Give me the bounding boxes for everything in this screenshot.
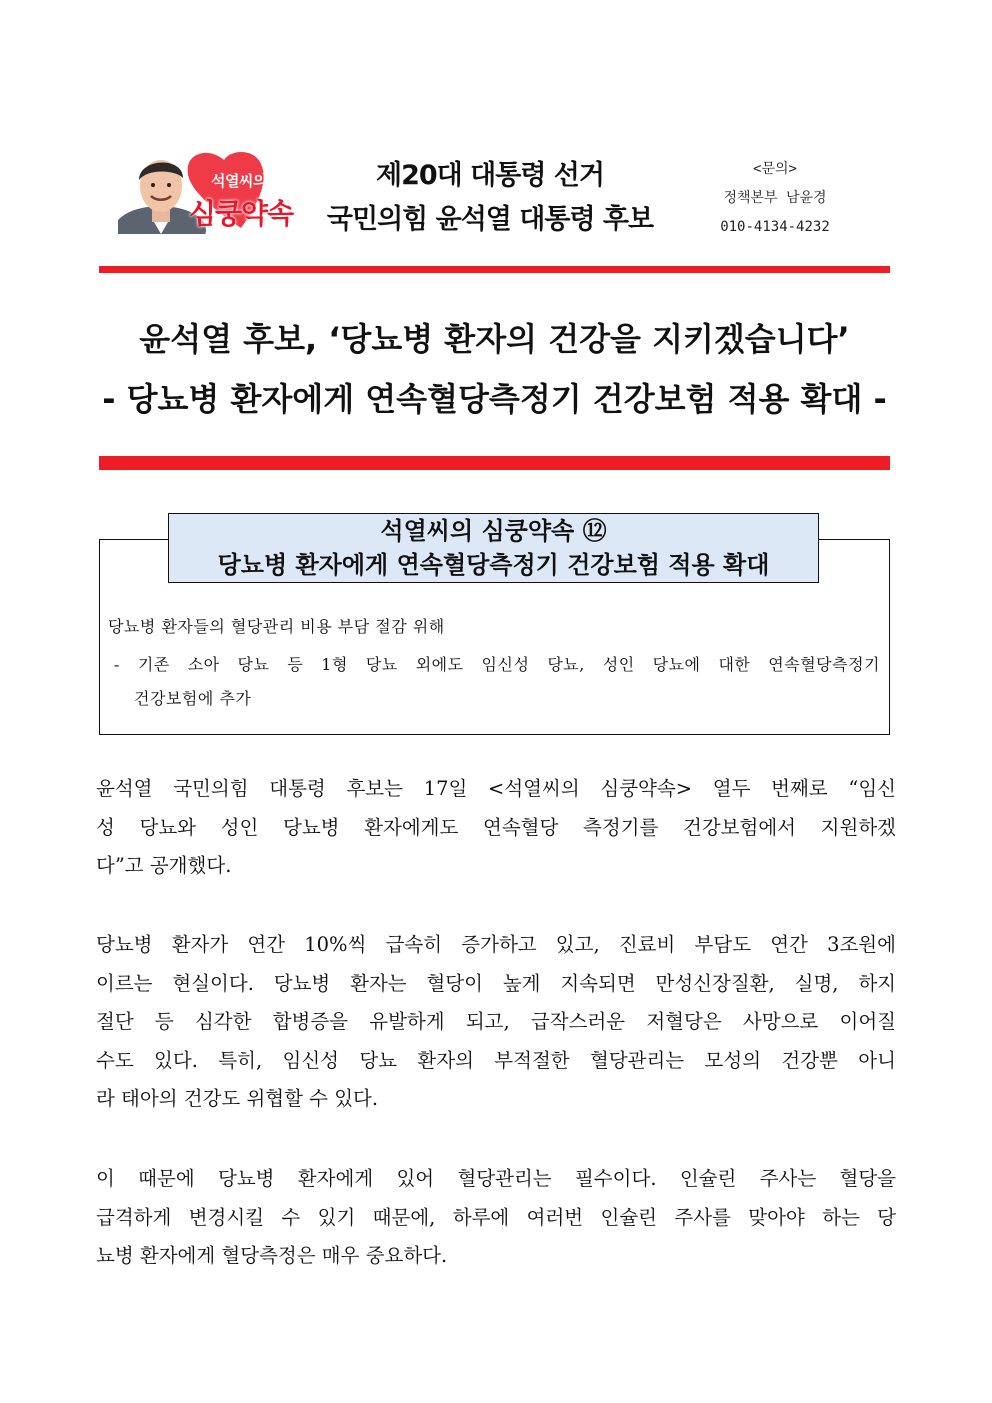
paragraph-line: 절단 등 심각한 합병증을 유발하게 되고, 급작스러운 저혈당은 사망으로 이어질 bbox=[96, 1010, 896, 1033]
headline-title: 윤석열 후보, ‘당뇨병 환자의 건강을 지키겠습니다’ bbox=[139, 320, 850, 358]
election-title-line1: 제20대 대통령 선거 bbox=[376, 160, 604, 191]
election-title bbox=[320, 154, 660, 242]
contact-phone: 010-4134-4232 bbox=[720, 219, 830, 235]
pledge-box-title-line1: 석열씨의 심쿵약속 ⑫ bbox=[380, 517, 607, 545]
paragraph-line: 이 때문에 당뇨병 환자에게 있어 혈당관리는 필수이다. 인슐린 주사는 혈당을 bbox=[96, 1167, 896, 1190]
paragraph-line: 당뇨병 환자가 연간 10%씩 급속히 증가하고 있고, 진료비 부담도 연간 3조원에 bbox=[96, 933, 896, 956]
paragraph-line: 급격하게 변경시킬 수 있기 때문에, 하루에 여러번 인슐린 주사를 맞아야 하는 당 bbox=[96, 1205, 896, 1229]
pledge-box-title bbox=[168, 513, 819, 583]
paragraph-line: 이르는 현실이다. 당뇨병 환자는 혈당이 높게 지속되면 만성신장질환, 실명, 하지 bbox=[96, 971, 896, 995]
pledge-bullet: - 기존 소아 당뇨 등 1형 당뇨 외에도 임신성 당뇨, 성인 당뇨에 대한 연속혈당측정기 bbox=[114, 655, 880, 674]
paragraph-line: 성 당뇨와 성인 당뇨병 환자에게도 연속혈당 측정기를 건강보험에서 지원하겠 bbox=[96, 815, 896, 839]
bottom-divider bbox=[99, 456, 890, 470]
logo-big-text: 심쿵약속 bbox=[188, 197, 294, 230]
top-divider bbox=[99, 266, 890, 273]
pledge-logo bbox=[118, 148, 308, 234]
pledge-bullet-continued: 건강보험에 추가 bbox=[134, 689, 252, 708]
paragraph-line: 윤석열 국민의힘 대통령 후보는 17일 <석열씨의 심쿵약속> 열두 번째로 “임신 bbox=[96, 777, 896, 800]
contact-label: <문의> bbox=[753, 161, 797, 177]
body-paragraph-1 bbox=[96, 770, 896, 886]
paragraph-line: 다”고 공개했다. bbox=[96, 854, 232, 877]
body-paragraph-2 bbox=[96, 926, 896, 1119]
paragraph-line: 라 태아의 건강도 위협할 수 있다. bbox=[96, 1087, 379, 1110]
contact-name: 정책본부 남윤경 bbox=[723, 190, 827, 206]
contact-info bbox=[690, 155, 860, 242]
headline-subtitle: - 당뇨병 환자에게 연속혈당측정기 건강보험 적용 확대 - bbox=[102, 380, 887, 418]
pledge-intro: 당뇨병 환자들의 혈당관리 비용 부담 절감 위해 bbox=[108, 617, 445, 636]
election-title-line2: 국민의힘 윤석열 대통령 후보 bbox=[326, 204, 654, 235]
body-paragraph-3 bbox=[96, 1160, 896, 1276]
logo-small-text: 석열씨의 bbox=[211, 172, 267, 190]
pledge-box-title-line2: 당뇨병 환자에게 연속혈당측정기 건강보험 적용 확대 bbox=[217, 551, 770, 579]
press-header bbox=[0, 0, 992, 260]
paragraph-line: 수도 있다. 특히, 임신성 당뇨 환자의 부적절한 혈당관리는 모성의 건강뿐 아니 bbox=[96, 1048, 896, 1072]
paragraph-line: 뇨병 환자에게 혈당측정은 매우 중요하다. bbox=[96, 1244, 448, 1267]
